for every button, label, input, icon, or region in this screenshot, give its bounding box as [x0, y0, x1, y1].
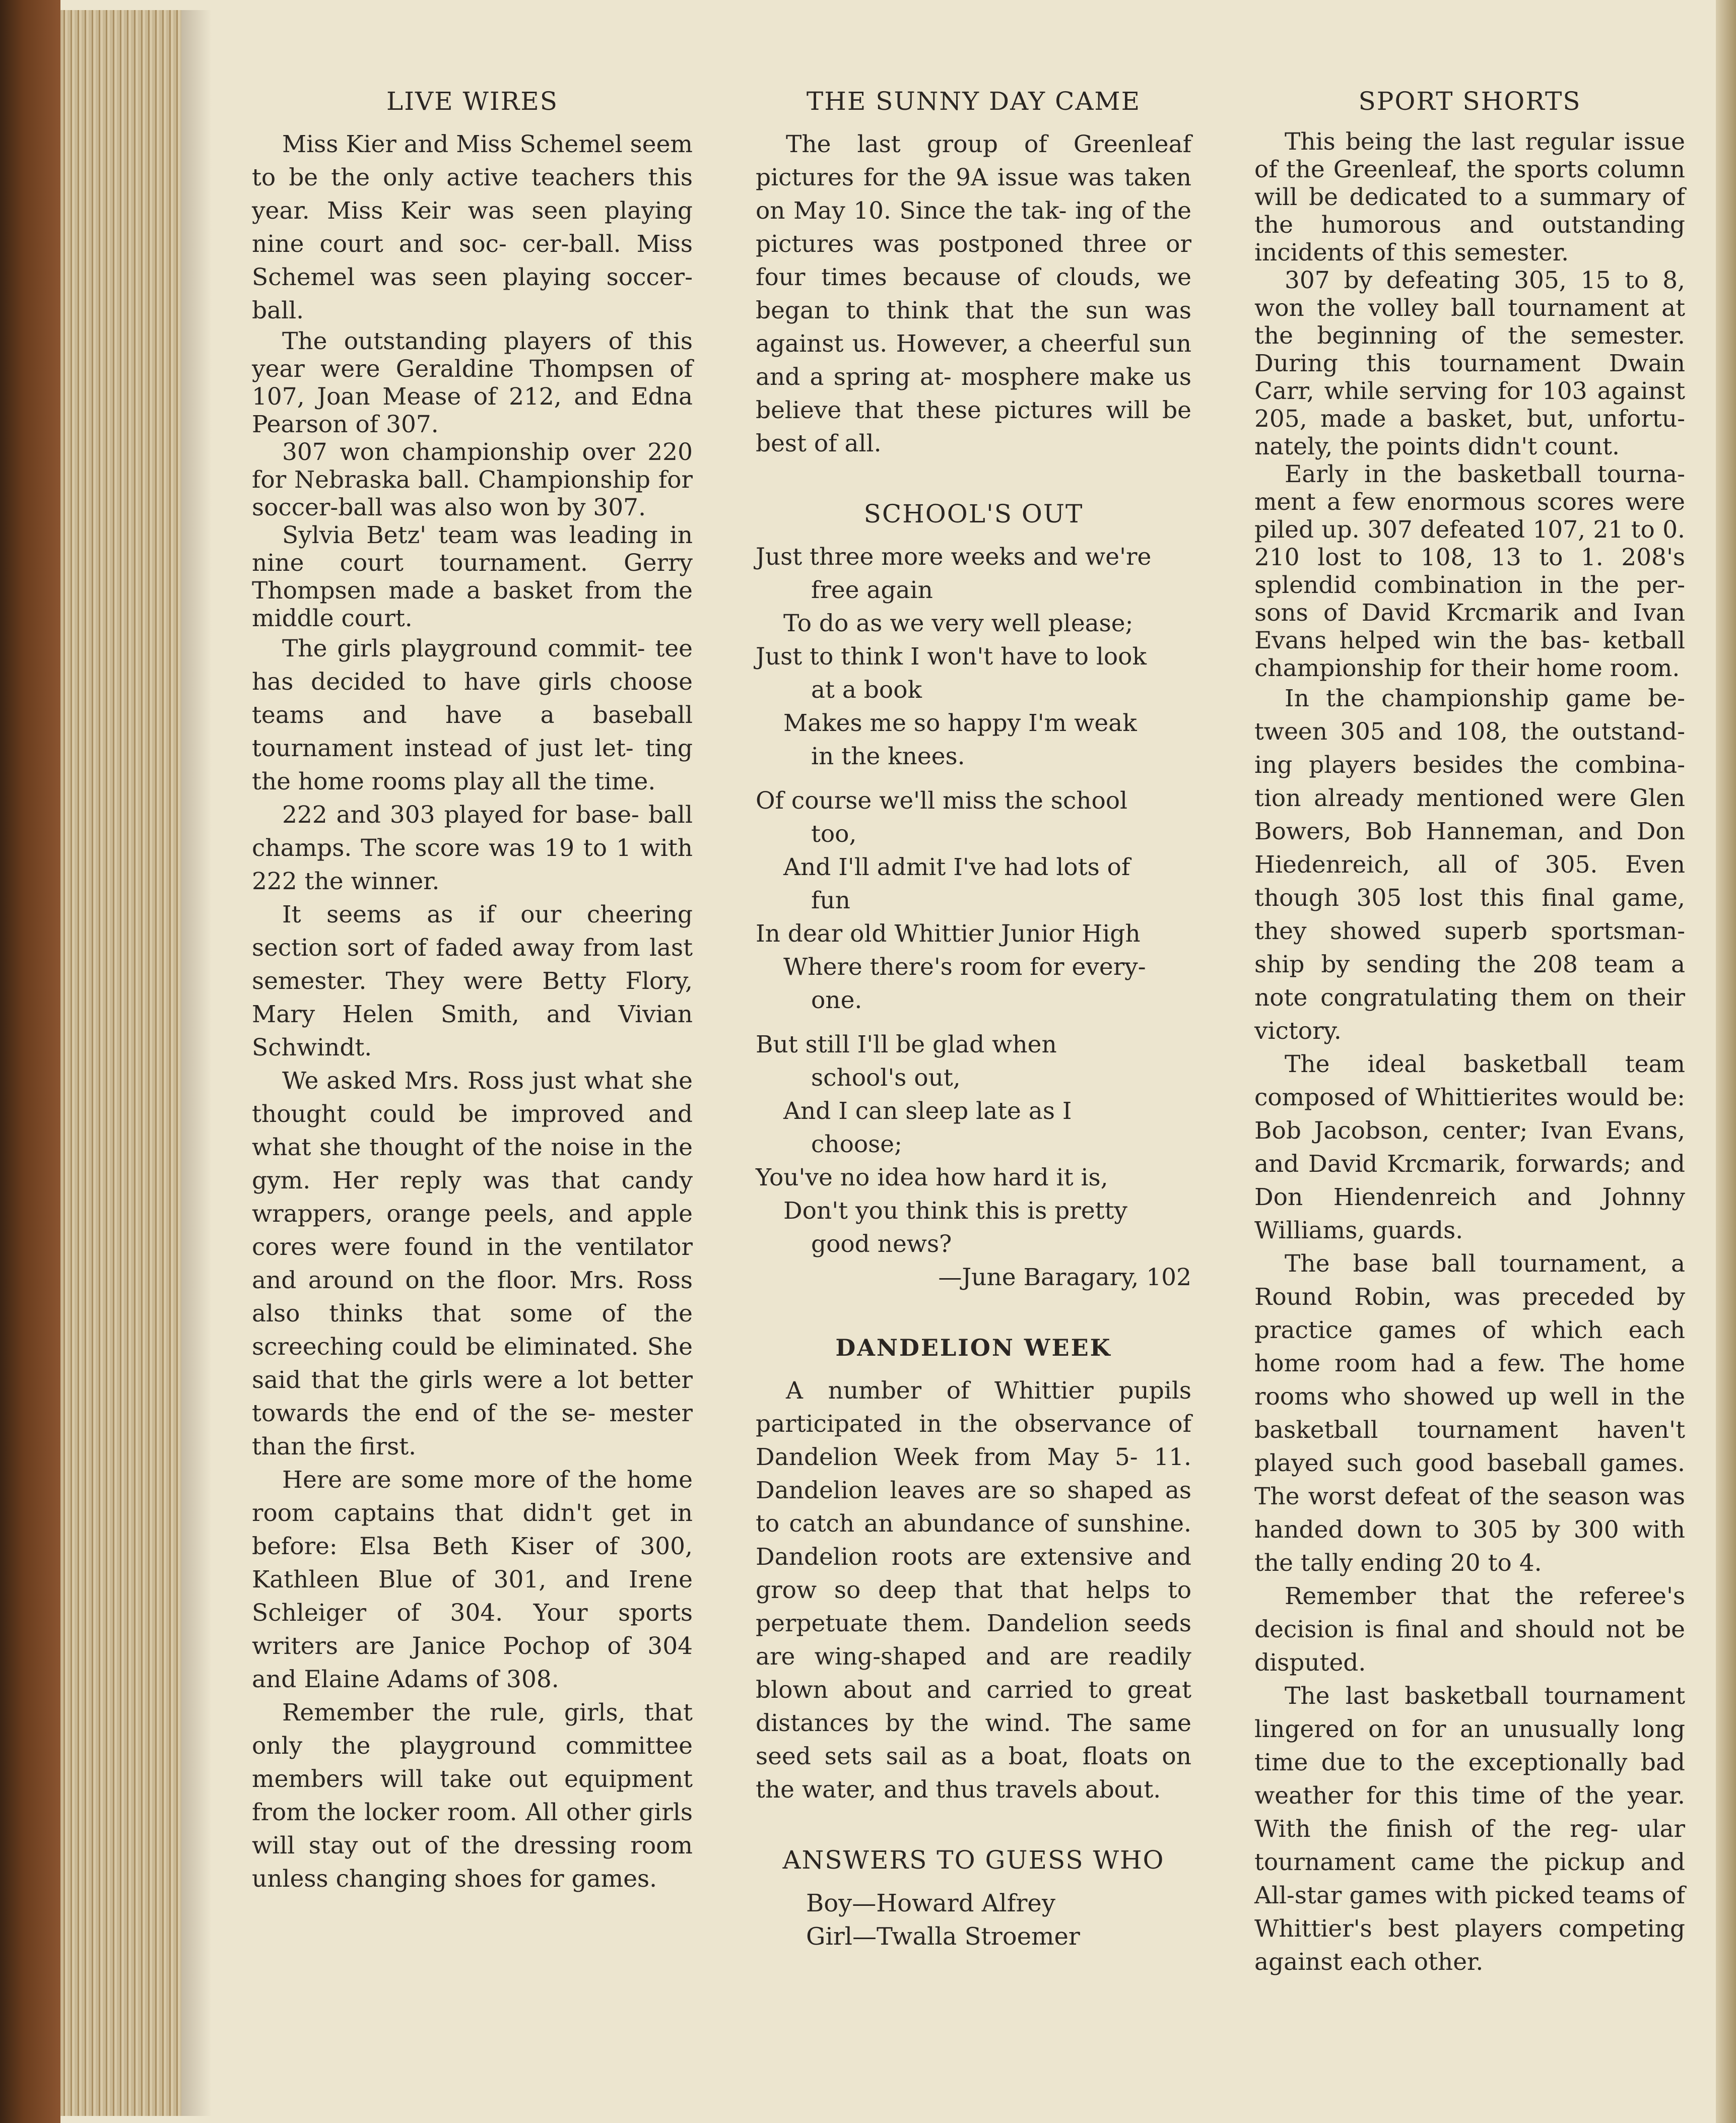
live-wires-paragraph: 222 and 303 played for base- ball champs. The score was 19 to 1 with 222 the winner.: [252, 801, 693, 895]
sport-shorts-paragraph: The last basketball tournament lingered on for an unusually long time due to the exceptionally bad weather for this time of the year. With the finish of the reg- ular tournament came the pickup and All-star games with picked teams of Whittier's best players competing against each other.: [1254, 1682, 1685, 1976]
poem-line: Makes me so happy I'm weak: [783, 709, 1137, 737]
live-wires-paragraph: Miss Kier and Miss Schemel seem to be the only active teachers this year. Miss Keir was seen playing nine court and soc- cer-ball. Miss Schemel was seen playing soccer-ball.: [252, 130, 693, 324]
live-wires-paragraph: 307 won championship over 220 for Nebraska ball. Championship for soccer-ball was also won by 307.: [252, 438, 693, 521]
poem-line: Don't you think this is pretty: [783, 1197, 1127, 1225]
schools-out-heading: SCHOOL'S OUT: [863, 499, 1084, 528]
sport-shorts-paragraph: Remember that the referee's decision is final and should not be disputed.: [1254, 1582, 1685, 1677]
sport-shorts-paragraph: Early in the basketball tourna- ment a few enormous scores were piled up. 307 defeated 107, 21 to 0. 210 lost to 108, 13 to 1. 208's splendid combination in the per- sons of David Krcmarik and Ivan Evans helped win the bas- ketball championship for their home room.: [1254, 460, 1685, 682]
column-live-wires: [252, 86, 693, 1896]
sport-shorts-paragraph: This being the last regular issue of the Greenleaf, the sports column will be dedicated to a summary of the humorous and outstanding incidents of this semester.: [1254, 128, 1685, 267]
poem-line: Just to think I won't have to look: [756, 643, 1147, 671]
live-wires-paragraph: We asked Mrs. Ross just what she thought could be improved and what she thought of the noise in the gym. Her reply was that candy wrappers, orange peels, and apple cores were found in the ventilator and around on the floor. Mrs. Ross also thinks that some of the screeching could be eliminated. She said that the girls were a lot better towards the end of the se- mester than the first.: [252, 1067, 693, 1461]
page-edges: [60, 10, 181, 2116]
live-wires-paragraph: Remember the rule, girls, that only the playground committee members will take out equipment from the locker room. All other girls will stay out of the dressing room unless changing shoes for games.: [252, 1699, 693, 1893]
column-middle: [756, 86, 1191, 1953]
sport-shorts-paragraph: The base ball tournament, a Round Robin, was preceded by practice games of which each home room had a few. The home rooms who showed up well in the basketball tournament haven't played such good baseball games. The worst defeat of the season was handed down to 305 by 300 with the tally ending 20 to 4.: [1254, 1250, 1685, 1577]
poem-stanza-2: [756, 784, 1191, 1017]
poem-line: school's out,: [811, 1064, 961, 1092]
sport-shorts-paragraph: 307 by defeating 305, 15 to 8, won the volley ball tournament at the beginning of the semester. During this tournament Dwain Carr, while serving for 103 against 205, made a basket, but, unfortu- nately, the points didn't count.: [1254, 267, 1685, 460]
page-right-edge: [1716, 0, 1736, 2123]
sport-shorts-paragraph: The ideal basketball team composed of Whittierites would be: Bob Jacobson, center; Ivan Evans, and David Krcmarik, forwards; and Don Hiendenreich and Johnny Williams, guards.: [1254, 1050, 1685, 1244]
poem-line: at a book: [811, 676, 922, 704]
poem-line: choose;: [811, 1131, 902, 1158]
poem-line: But still I'll be glad when: [756, 1031, 1057, 1058]
poem-stanza-1: [756, 541, 1191, 773]
sunny-day-heading: THE SUNNY DAY CAME: [806, 87, 1141, 116]
poem-line: free again: [811, 576, 933, 604]
poem-line: In dear old Whittier Junior High: [756, 920, 1141, 948]
poem-stanza-3: [756, 1028, 1191, 1261]
dandelion-week-paragraph: A number of Whittier pupils participated in the observance of Dandelion Week from May 5- 11. Dandelion leaves are so shaped as to catch an abundance of sunshine. Dandelion roots are extensive and grow so deep that that helps to perpetuate them. Dandelion seeds are wing-shaped and are readily blown about and carried to great distances by the wind. The same seed sets sail as a boat, floats on the water, and thus travels about.: [756, 1377, 1191, 1804]
dandelion-week-heading: DANDELION WEEK: [835, 1334, 1112, 1361]
poem-line: Just three more weeks and we're: [756, 543, 1152, 571]
poem-signature: —June Baragary, 102: [938, 1264, 1191, 1291]
sport-shorts-paragraph: In the championship game be- tween 305 and 108, the outstand- ing players besides the combina- tion already mentioned were Glen Bowers, Bob Hanneman, and Don Hiedenreich, all of 305. Even though 305 lost this final game, they showed superb sportsman- ship by sending the 208 team a note congratulating them on their victory.: [1254, 685, 1685, 1045]
poem-line: one.: [811, 986, 862, 1014]
live-wires-paragraph: Sylvia Betz' team was leading in nine court tournament. Gerry Thompsen made a basket from the middle court.: [252, 521, 693, 632]
live-wires-heading: LIVE WIRES: [386, 87, 558, 116]
answer-boy: Boy—Howard Alfrey: [806, 1889, 1055, 1917]
poem-line: in the knees.: [811, 743, 965, 770]
poem-line: too,: [811, 820, 857, 848]
live-wires-paragraph: It seems as if our cheering section sort of faded away from last semester. They were Betty Flory, Mary Helen Smith, and Vivian Schwindt.: [252, 901, 693, 1062]
poem-line: Of course we'll miss the school: [756, 787, 1128, 815]
sport-shorts-heading: SPORT SHORTS: [1358, 87, 1581, 116]
poem-line: To do as we very well please;: [783, 610, 1133, 637]
live-wires-paragraph: Here are some more of the home room captains that didn't get in before: Elsa Beth Kiser of 300, Kathleen Blue of 301, and Irene Schleiger of 304. Your sports writers are Janice Pochop of 304 and Elaine Adams of 308.: [252, 1466, 693, 1693]
book-binding: [0, 0, 60, 2123]
poem-line: fun: [811, 887, 850, 914]
answer-girl: Girl—Twalla Stroemer: [806, 1922, 1080, 1951]
column-sport-shorts: [1254, 86, 1685, 1979]
gutter-shadow: [181, 10, 212, 2116]
poem-line: Where there's room for every-: [783, 953, 1146, 981]
live-wires-paragraph: The girls playground commit- tee has decided to have girls choose teams and have a baseball tournament instead of just let- ting the home rooms play all the time.: [252, 635, 693, 795]
poem-line: good news?: [811, 1230, 952, 1258]
poem-line: And I'll admit I've had lots of: [783, 853, 1130, 881]
poem-line: And I can sleep late as I: [783, 1097, 1072, 1125]
poem-line: You've no idea how hard it is,: [756, 1164, 1108, 1191]
sunny-day-paragraph: The last group of Greenleaf pictures for the 9A issue was taken on May 10. Since the tak- ing of the pictures was postponed three or four times because of clouds, we began to think that the sun was against us. However, a cheerful sun and a spring at- mosphere make us believe that these pictures will be best of all.: [756, 130, 1191, 457]
live-wires-paragraph: The outstanding players of this year were Geraldine Thompsen of 107, Joan Mease of 212, and Edna Pearson of 307.: [252, 327, 693, 438]
answers-heading: ANSWERS TO GUESS WHO: [782, 1845, 1165, 1875]
